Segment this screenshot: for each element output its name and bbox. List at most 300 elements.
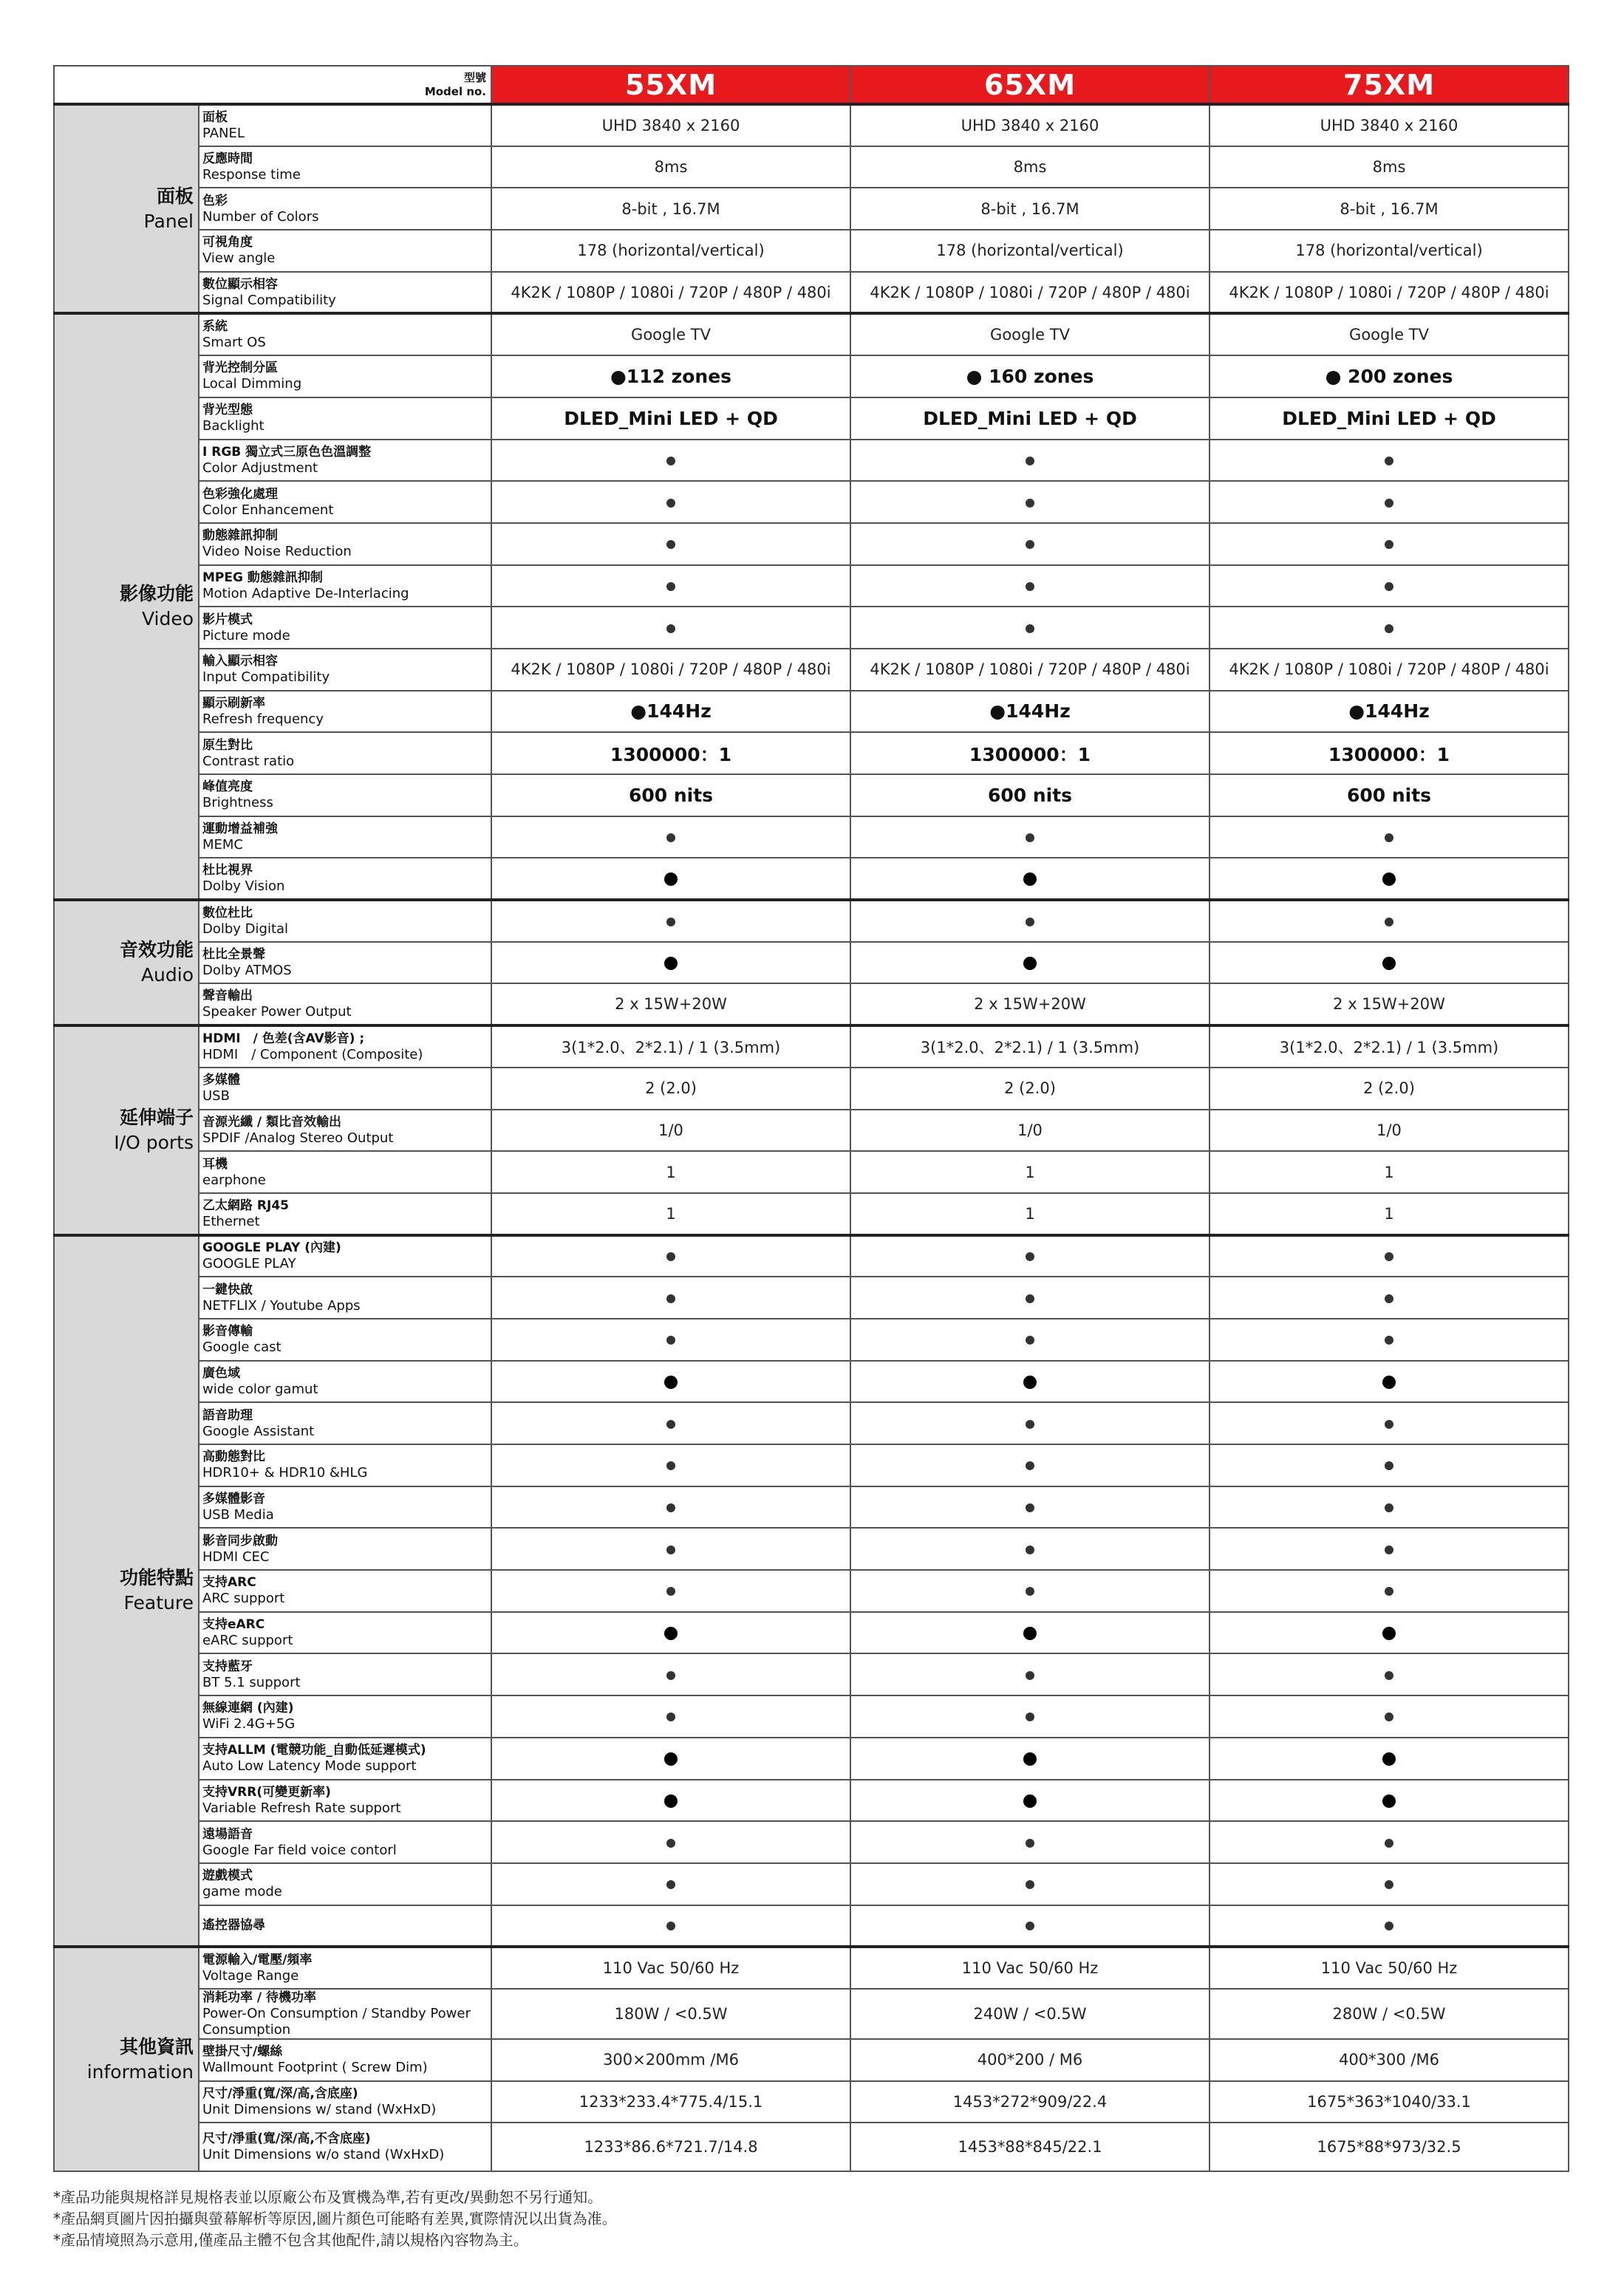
spec-label (199, 104, 491, 146)
spec-value (850, 942, 1210, 984)
supported-dot-icon (1385, 457, 1393, 465)
spec-label (199, 1780, 491, 1822)
spec-row (54, 397, 1569, 440)
spec-value: 400*200 / M6 (850, 2039, 1210, 2081)
spec-row (54, 607, 1569, 649)
spec-row (54, 1570, 1569, 1612)
supported-dot-icon (666, 624, 675, 633)
supported-dot-icon (1026, 624, 1034, 633)
spec-value (1210, 1821, 1569, 1863)
spec-label-zh: 電源輸入/電壓/頻率 (202, 1953, 313, 1968)
supported-dot-icon (666, 918, 675, 926)
section-name-zh: 音效功能 (119, 939, 194, 961)
spec-value: 4K2K / 1080P / 1080i / 720P / 480P / 480i (850, 649, 1210, 691)
spec-value (850, 1780, 1210, 1822)
spec-value (491, 523, 850, 565)
spec-value: DLED_Mini LED + QD (491, 397, 850, 440)
spec-value (850, 1821, 1210, 1863)
spec-label-en: ARC support (202, 1591, 285, 1607)
spec-value (1210, 1277, 1569, 1319)
supported-dot-icon (1026, 1712, 1034, 1721)
spec-value (491, 1695, 850, 1738)
spec-label-zh: 聲音輸出 (202, 988, 253, 1004)
spec-label-zh: I RGB 獨立式三原色色溫調整 (202, 444, 372, 460)
spec-value: 2 (2.0) (850, 1068, 1210, 1110)
section-category (54, 1947, 199, 2171)
spec-row (54, 355, 1569, 397)
spec-label-zh: 多媒體影音 (202, 1492, 265, 1507)
spec-value (491, 1528, 850, 1570)
spec-value (491, 440, 850, 482)
spec-label-zh: 音源光纖 / 類比音效輸出 (202, 1114, 342, 1130)
spec-value (1210, 440, 1569, 482)
spec-value: 4K2K / 1080P / 1080i / 720P / 480P / 480i (491, 272, 850, 314)
spec-label-zh: 杜比全景聲 (202, 947, 265, 963)
spec-label (199, 1695, 491, 1738)
supported-dot-icon (1385, 1461, 1393, 1470)
spec-value: 8-bit , 16.7M (850, 188, 1210, 230)
spec-value: 2 x 15W+20W (850, 983, 1210, 1025)
model-header: 75XM (1210, 66, 1569, 104)
spec-label-zh: 尺寸/淨重(寬/深/高,不含底座) (202, 2131, 371, 2147)
spec-value (850, 481, 1210, 523)
supported-dot-icon (1026, 1587, 1034, 1596)
supported-dot-icon (666, 1839, 675, 1848)
spec-value (491, 1319, 850, 1361)
spec-label-en: SPDIF /Analog Stereo Output (202, 1130, 394, 1146)
spec-value: 1/0 (1210, 1110, 1569, 1152)
spec-label-zh: 運動增益補強 (202, 822, 278, 837)
spec-label-en: Video Noise Reduction (202, 544, 352, 560)
spec-value: 1 (850, 1151, 1210, 1193)
spec-value (491, 1402, 850, 1444)
supported-dot-icon (1382, 957, 1396, 970)
spec-label-en: Picture mode (202, 627, 290, 643)
spec-value: 4K2K / 1080P / 1080i / 720P / 480P / 480i (491, 649, 850, 691)
spec-table (53, 65, 1569, 2172)
spec-value: 8-bit , 16.7M (1210, 188, 1569, 230)
spec-label-zh: 消耗功率 / 待機功率 (202, 1990, 317, 2005)
footnote: *產品網頁圖片因拍攝與螢幕解析等原因,圖片顏色可能略有差異,實際情況以出貨為准。 (53, 2210, 617, 2227)
spec-label (199, 1486, 491, 1529)
spec-label-en: Number of Colors (202, 208, 319, 225)
spec-label-zh: 顯示刷新率 (202, 695, 265, 711)
spec-value (491, 1612, 850, 1654)
supported-dot-icon (1385, 1880, 1393, 1889)
supported-dot-icon (1385, 624, 1393, 633)
spec-value (491, 816, 850, 858)
section-name-en: I/O ports (114, 1131, 194, 1153)
spec-value: 8ms (850, 146, 1210, 188)
spec-value (850, 1863, 1210, 1905)
spec-label-en: wide color gamut (202, 1381, 318, 1397)
spec-value: 110 Vac 50/60 Hz (491, 1947, 850, 1989)
spec-value (850, 1277, 1210, 1319)
spec-label-zh: 數位顯示相容 (202, 276, 278, 292)
spec-label (199, 1025, 491, 1068)
spec-value (1210, 1738, 1569, 1780)
spec-value (491, 1821, 850, 1863)
supported-dot-icon (1385, 1839, 1393, 1848)
footnote: *產品功能與規格詳見規格表並以原廠公布及實機為準,若有更改/異動恕不另行通知。 (53, 2188, 603, 2206)
model-no-label-zh: 型號 (464, 70, 487, 84)
supported-dot-icon (1385, 1546, 1393, 1554)
spec-label-zh: 杜比視界 (202, 863, 253, 878)
spec-label (199, 2081, 491, 2123)
spec-value (491, 900, 850, 942)
spec-value (491, 1780, 850, 1822)
spec-value: 2 x 15W+20W (1210, 983, 1569, 1025)
supported-dot-icon (1026, 1839, 1034, 1848)
section-name-zh: 延伸端子 (119, 1106, 194, 1128)
supported-dot-icon (1385, 1336, 1393, 1345)
spec-value (1210, 1486, 1569, 1529)
spec-label-zh: 耳機 (202, 1156, 228, 1172)
spec-value: DLED_Mini LED + QD (850, 397, 1210, 440)
spec-value (491, 1486, 850, 1529)
spec-value (491, 607, 850, 649)
spec-label-zh: 峰值亮度 (202, 779, 253, 795)
spec-label (199, 983, 491, 1025)
supported-dot-icon (666, 1712, 675, 1721)
supported-dot-icon (1026, 1294, 1034, 1303)
spec-label-en: WiFi 2.4G+5G (202, 1716, 296, 1732)
spec-label-zh: 乙太網路 RJ45 (202, 1198, 289, 1213)
supported-dot-icon (1026, 1671, 1034, 1680)
supported-dot-icon (1026, 1546, 1034, 1554)
supported-dot-icon (666, 1546, 675, 1554)
spec-label-zh: 壁掛尺寸/螺絲 (202, 2044, 283, 2060)
supported-dot-icon (1023, 1376, 1037, 1389)
section-name-en: information (86, 2060, 194, 2083)
spec-value: 1675*88*973/32.5 (1210, 2123, 1569, 2171)
spec-label (199, 2039, 491, 2081)
section-category (54, 313, 199, 900)
spec-value (491, 1361, 850, 1403)
supported-dot-icon (1026, 833, 1034, 842)
spec-row (54, 1486, 1569, 1529)
spec-label-zh: 可視角度 (202, 235, 253, 250)
spec-label-en: Dolby Vision (202, 878, 285, 895)
spec-value (850, 858, 1210, 900)
supported-dot-icon (666, 1922, 675, 1930)
spec-label-zh: 輸入顯示相容 (202, 654, 278, 669)
spec-value (850, 607, 1210, 649)
spec-label-zh: 遙控器協尋 (202, 1918, 265, 1933)
spec-label-zh: 支持ARC (202, 1575, 256, 1591)
spec-value (491, 481, 850, 523)
spec-value: 8-bit , 16.7M (491, 188, 850, 230)
spec-label (199, 942, 491, 984)
model-no-label (54, 66, 491, 104)
spec-value (1210, 1780, 1569, 1822)
spec-value (850, 565, 1210, 607)
spec-row (54, 1068, 1569, 1110)
spec-value: 178 (horizontal/vertical) (491, 230, 850, 272)
spec-row (54, 1319, 1569, 1361)
spec-row (54, 858, 1569, 900)
footnote: *產品情境照為示意用,僅產品主體不包含其他配件,請以規格內容物為主。 (53, 2231, 528, 2249)
spec-label (199, 1402, 491, 1444)
spec-row (54, 1695, 1569, 1738)
spec-value: DLED_Mini LED + QD (1210, 397, 1569, 440)
spec-label-en: Dolby ATMOS (202, 963, 292, 979)
spec-label-zh: 遠場語音 (202, 1826, 253, 1842)
spec-label-zh: 語音助理 (202, 1407, 253, 1423)
supported-dot-icon (664, 872, 678, 886)
spec-label (199, 1319, 491, 1361)
spec-row (54, 983, 1569, 1025)
spec-label-en: Google Assistant (202, 1423, 315, 1439)
spec-value: 3(1*2.0、2*2.1) / 1 (3.5mm) (850, 1025, 1210, 1068)
spec-label (199, 649, 491, 691)
spec-value: 2 x 15W+20W (491, 983, 850, 1025)
spec-label-zh: 系統 (202, 319, 228, 335)
spec-value (1210, 1235, 1569, 1277)
spec-value: 400*300 /M6 (1210, 2039, 1569, 2081)
spec-label-en: Brightness (202, 795, 273, 811)
spec-row (54, 1235, 1569, 1277)
spec-value: 1675*363*1040/33.1 (1210, 2081, 1569, 2123)
spec-value (491, 1235, 850, 1277)
spec-value: 110 Vac 50/60 Hz (1210, 1947, 1569, 1989)
supported-dot-icon (664, 1627, 678, 1640)
spec-value: ● 200 zones (1210, 355, 1569, 397)
spec-label (199, 1653, 491, 1695)
spec-value: 600 nits (1210, 774, 1569, 816)
spec-value: 1 (1210, 1193, 1569, 1235)
spec-value (1210, 1570, 1569, 1612)
supported-dot-icon (1026, 1420, 1034, 1429)
spec-value: 3(1*2.0、2*2.1) / 1 (3.5mm) (1210, 1025, 1569, 1068)
spec-value: 178 (horizontal/vertical) (1210, 230, 1569, 272)
spec-label (199, 188, 491, 230)
section-category (54, 900, 199, 1025)
spec-value: Google TV (491, 313, 850, 355)
spec-value: 1/0 (850, 1110, 1210, 1152)
spec-label-en: game mode (202, 1884, 282, 1900)
spec-label-en: earphone (202, 1172, 266, 1188)
spec-label-zh: 無線連網 (內建) (202, 1701, 294, 1716)
spec-label-en: Speaker Power Output (202, 1004, 352, 1020)
spec-row (54, 1780, 1569, 1822)
spec-row (54, 1612, 1569, 1654)
spec-label-en: Unit Dimensions w/o stand (WxHxD) (202, 2147, 445, 2163)
spec-row (54, 732, 1569, 774)
spec-label (199, 1863, 491, 1905)
spec-row (54, 1193, 1569, 1235)
spec-value: 1233*233.4*775.4/15.1 (491, 2081, 850, 2123)
spec-value: 4K2K / 1080P / 1080i / 720P / 480P / 480i (1210, 272, 1569, 314)
supported-dot-icon (1385, 1503, 1393, 1512)
spec-label (199, 355, 491, 397)
spec-value: ●144Hz (491, 691, 850, 733)
spec-row (54, 942, 1569, 984)
spec-label-en: Input Compatibility (202, 669, 330, 686)
spec-value: 1300000：1 (491, 732, 850, 774)
spec-label-en: Color Enhancement (202, 502, 334, 518)
spec-row (54, 1110, 1569, 1152)
spec-value (1210, 565, 1569, 607)
supported-dot-icon (1385, 1420, 1393, 1429)
spec-value (1210, 1863, 1569, 1905)
spec-label (199, 272, 491, 314)
spec-label-en: BT 5.1 support (202, 1674, 301, 1690)
spec-row (54, 1151, 1569, 1193)
supported-dot-icon (664, 1376, 678, 1389)
spec-label-zh: 背光控制分區 (202, 361, 278, 376)
spec-label (199, 146, 491, 188)
spec-row (54, 1025, 1569, 1068)
spec-value: 178 (horizontal/vertical) (850, 230, 1210, 272)
section-category (54, 1025, 199, 1235)
spec-value: UHD 3840 x 2160 (850, 104, 1210, 146)
spec-row (54, 774, 1569, 816)
spec-value (1210, 900, 1569, 942)
spec-label-en: Smart OS (202, 335, 266, 351)
spec-label (199, 397, 491, 440)
spec-value: 1 (491, 1193, 850, 1235)
spec-value: 3(1*2.0、2*2.1) / 1 (3.5mm) (491, 1025, 850, 1068)
spec-label-zh: 影音傳輸 (202, 1324, 253, 1339)
spec-value: UHD 3840 x 2160 (491, 104, 850, 146)
spec-label-en: Google cast (202, 1339, 282, 1356)
spec-label-en: eARC support (202, 1633, 293, 1649)
spec-value (491, 1738, 850, 1780)
supported-dot-icon (664, 1794, 678, 1808)
spec-label-zh: 數位杜比 (202, 905, 253, 921)
spec-value (491, 1444, 850, 1486)
spec-label (199, 2123, 491, 2171)
spec-label-zh: 面板 (202, 109, 228, 125)
spec-value: 1 (850, 1193, 1210, 1235)
spec-label-en: USB Media (202, 1507, 274, 1523)
supported-dot-icon (1382, 1376, 1396, 1389)
spec-label-en: Dolby Digital (202, 921, 289, 937)
spec-value (850, 1361, 1210, 1403)
spec-value (1210, 816, 1569, 858)
spec-label-zh: 背光型態 (202, 403, 253, 418)
spec-value (850, 816, 1210, 858)
supported-dot-icon (1026, 1252, 1034, 1261)
supported-dot-icon (1382, 1794, 1396, 1808)
spec-label-zh: 反應時間 (202, 151, 253, 167)
spec-row (54, 188, 1569, 230)
supported-dot-icon (1026, 918, 1034, 926)
spec-label (199, 1947, 491, 1989)
spec-label-en: Unit Dimensions w/ stand (WxHxD) (202, 2101, 437, 2117)
spec-value (850, 1235, 1210, 1277)
supported-dot-icon (666, 499, 675, 508)
spec-row (54, 313, 1569, 355)
spec-value: 1233*86.6*721.7/14.8 (491, 2123, 850, 2171)
spec-label-en: Motion Adaptive De-Interlacing (202, 585, 409, 601)
spec-value: 8ms (1210, 146, 1569, 188)
spec-value: 110 Vac 50/60 Hz (850, 1947, 1210, 1989)
spec-label-en: Refresh frequency (202, 711, 324, 727)
spec-value (1210, 1612, 1569, 1654)
supported-dot-icon (666, 1671, 675, 1680)
spec-label (199, 1528, 491, 1570)
supported-dot-icon (666, 457, 675, 465)
spec-value: 600 nits (491, 774, 850, 816)
spec-row (54, 104, 1569, 146)
spec-row (54, 900, 1569, 942)
spec-value (1210, 523, 1569, 565)
spec-row (54, 1821, 1569, 1863)
supported-dot-icon (664, 1752, 678, 1766)
section-category (54, 104, 199, 313)
supported-dot-icon (1382, 872, 1396, 886)
supported-dot-icon (666, 1420, 675, 1429)
supported-dot-icon (1026, 1336, 1034, 1345)
spec-value: 8ms (491, 146, 850, 188)
spec-label-zh: 支持藍牙 (202, 1659, 253, 1674)
spec-value: 240W / <0.5W (850, 1989, 1210, 2039)
spec-label-en: HDMI / Component (Composite) (202, 1046, 423, 1062)
spec-label-zh: 支持eARC (202, 1617, 265, 1633)
spec-label-en: View angle (202, 250, 276, 267)
spec-row (54, 1863, 1569, 1905)
section-name-zh: 其他資訊 (119, 2035, 194, 2058)
spec-label (199, 691, 491, 733)
spec-value: 1300000：1 (850, 732, 1210, 774)
spec-label (199, 816, 491, 858)
spec-row (54, 691, 1569, 733)
spec-value (1210, 858, 1569, 900)
spec-label (199, 1905, 491, 1947)
spec-label (199, 230, 491, 272)
spec-value (1210, 1444, 1569, 1486)
spec-value: 1300000：1 (1210, 732, 1569, 774)
spec-value (850, 900, 1210, 942)
supported-dot-icon (1382, 1627, 1396, 1640)
supported-dot-icon (1385, 499, 1393, 508)
spec-value: 180W / <0.5W (491, 1989, 850, 2039)
spec-label (199, 1193, 491, 1235)
supported-dot-icon (666, 540, 675, 549)
spec-label (199, 607, 491, 649)
spec-label-en: Voltage Range (202, 1968, 299, 1984)
spec-value: 1453*272*909/22.4 (850, 2081, 1210, 2123)
section-name-en: Panel (143, 210, 194, 232)
spec-value (1210, 607, 1569, 649)
model-header: 55XM (491, 66, 850, 104)
spec-label-en: USB (202, 1088, 230, 1104)
spec-value (491, 1653, 850, 1695)
spec-label-zh: 廣色域 (202, 1365, 240, 1381)
supported-dot-icon (1385, 1671, 1393, 1680)
spec-label (199, 440, 491, 482)
supported-dot-icon (666, 1336, 675, 1345)
spec-value: 1453*88*845/22.1 (850, 2123, 1210, 2171)
spec-value: 600 nits (850, 774, 1210, 816)
spec-label-zh: 色彩 (202, 193, 228, 208)
spec-label-zh: 影音同步啟動 (202, 1533, 278, 1548)
spec-label-en: Signal Compatibility (202, 292, 336, 308)
supported-dot-icon (664, 957, 678, 970)
spec-label-zh: 支持ALLM (電競功能_自動低延遲模式) (202, 1743, 426, 1758)
spec-label-zh: 多媒體 (202, 1073, 240, 1088)
spec-label (199, 774, 491, 816)
spec-label (199, 1444, 491, 1486)
spec-label (199, 858, 491, 900)
section-name-en: Video (141, 608, 194, 630)
spec-value (850, 1402, 1210, 1444)
spec-value (491, 1277, 850, 1319)
spec-value (491, 1863, 850, 1905)
spec-value (491, 565, 850, 607)
